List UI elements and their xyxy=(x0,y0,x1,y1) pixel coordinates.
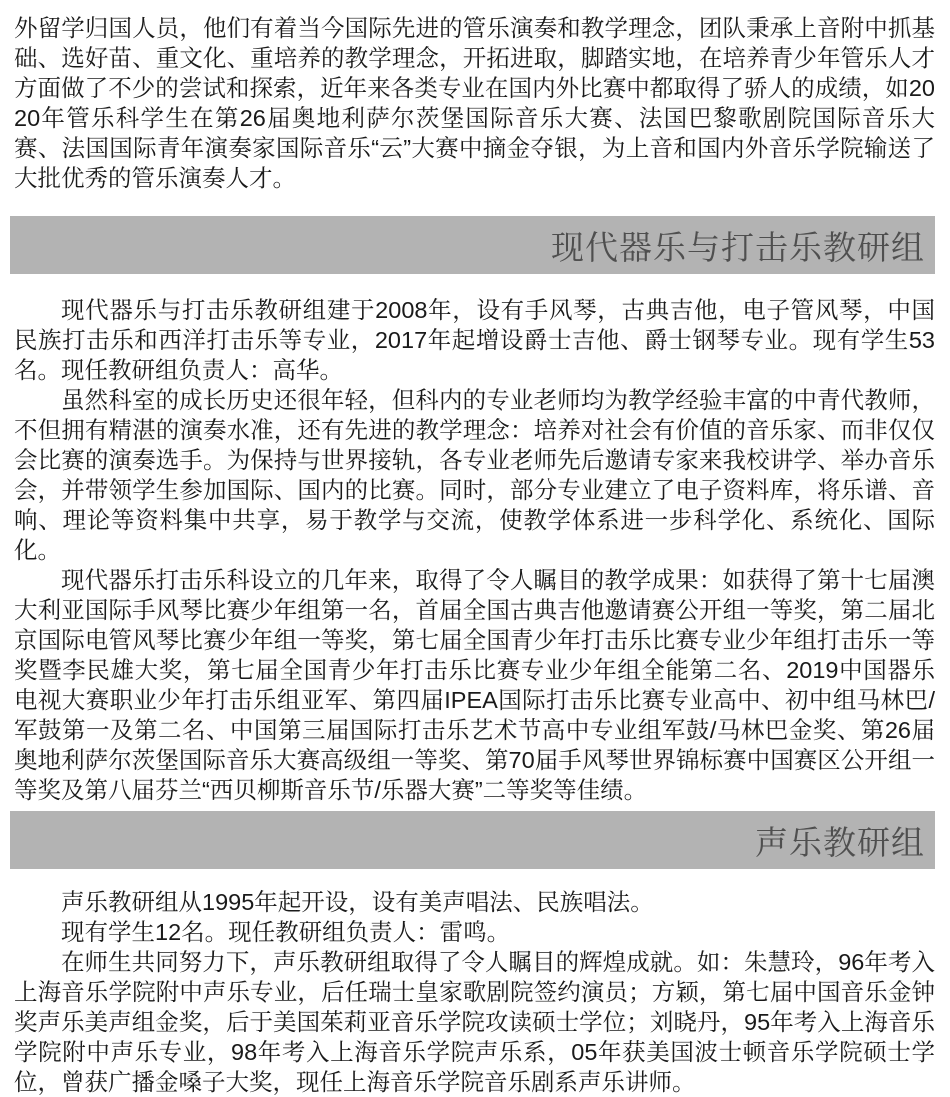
vocal-section-paragraph-3: 在师生共同努力下，声乐教研组取得了令人瞩目的辉煌成就。如：朱慧玲，96年考入上海音乐学院附中声乐专业，后任瑞士皇家歌剧院签约演员；方颖，第七届中国音乐金钟奖声乐美声组金奖，后于美国茱莉亚音乐学院攻读硕士学位；刘晓丹，95年考入上海音乐学院附中声乐专业，98年考入上海音乐学院声乐系，05年获美国波士顿音乐学院硕士学位，曾获广播金嗓子大奖，现任上海音乐学院音乐剧系声乐讲师。 xyxy=(14,949,935,1095)
section-title-vocal: 声乐教研组 xyxy=(755,823,925,861)
intro-paragraph: 外留学归国人员，他们有着当今国际先进的管乐演奏和教学理念，团队秉承上音附中抓基础、选好苗、重文化、重培养的教学理念，开拓进取，脚踏实地，在培养青少年管乐人才方面做了不少的尝试和探索，近年来各类专业在国内外比赛中都取得了骄人的成绩，如2020年管乐科学生在第26届奥地利萨尔茨堡国际音乐大赛、法国巴黎歌剧院国际音乐大赛、法国国际青年演奏家国际音乐“云”大赛中摘金夺银，为上音和国内外音乐学院输送了大批优秀的管乐演奏人才。 xyxy=(14,15,935,191)
modern-section-paragraph-3: 现代器乐打击乐科设立的几年来，取得了令人瞩目的教学成果：如获得了第十七届澳大利亚国际手风琴比赛少年组第一名，首届全国古典吉他邀请赛公开组一等奖，第二届北京国际电管风琴比赛少年组一等奖，第七届全国青少年打击乐比赛专业少年组打击乐一等奖暨李民雄大奖，第七届全国青少年打击乐比赛专业少年组全能第二名、2019中国器乐电视大赛职业少年打击乐组亚军、第四届IPEA国际打击乐比赛专业高中、初中组马林巴/军鼓第一及第二名、中国第三届国际打击乐艺术节高中专业组军鼓/马林巴金奖、第26届奥地利萨尔茨堡国际音乐大赛高级组一等奖、第70届手风琴世界锦标赛中国赛区公开组一等奖及第八届芬兰“西贝柳斯音乐节/乐器大赛”二等奖等佳绩。 xyxy=(14,567,935,803)
vocal-section-paragraph-1: 声乐教研组从1995年起开设，设有美声唱法、民族唱法。 xyxy=(61,889,654,915)
vocal-section-paragraph-2: 现有学生12名。现任教研组负责人：雷鸣。 xyxy=(61,919,511,945)
section-header-vocal xyxy=(10,811,935,869)
modern-section-paragraph-1: 现代器乐与打击乐教研组建于2008年，设有手风琴，古典吉他，电子管风琴，中国民族打击乐和西洋打击乐等专业，2017年起增设爵士吉他、爵士钢琴专业。现有学生53名。现任教研组负责人：高华。 xyxy=(14,297,935,383)
section-header-modern-instruments-percussion xyxy=(10,216,935,274)
section-title-modern-instruments-percussion: 现代器乐与打击乐教研组 xyxy=(551,228,925,266)
modern-section-paragraph-2: 虽然科室的成长历史还很年轻，但科内的专业老师均为教学经验丰富的中青代教师，不但拥有精湛的演奏水准，还有先进的教学理念：培养对社会有价值的音乐家、而非仅仅会比赛的演奏选手。为保持与世界接轨，各专业老师先后邀请专家来我校讲学、举办音乐会，并带领学生参加国际、国内的比赛。同时，部分专业建立了电子资料库，将乐谱、音响、理论等资料集中共享，易于教学与交流，使教学体系进一步科学化、系统化、国际化。 xyxy=(14,387,935,563)
